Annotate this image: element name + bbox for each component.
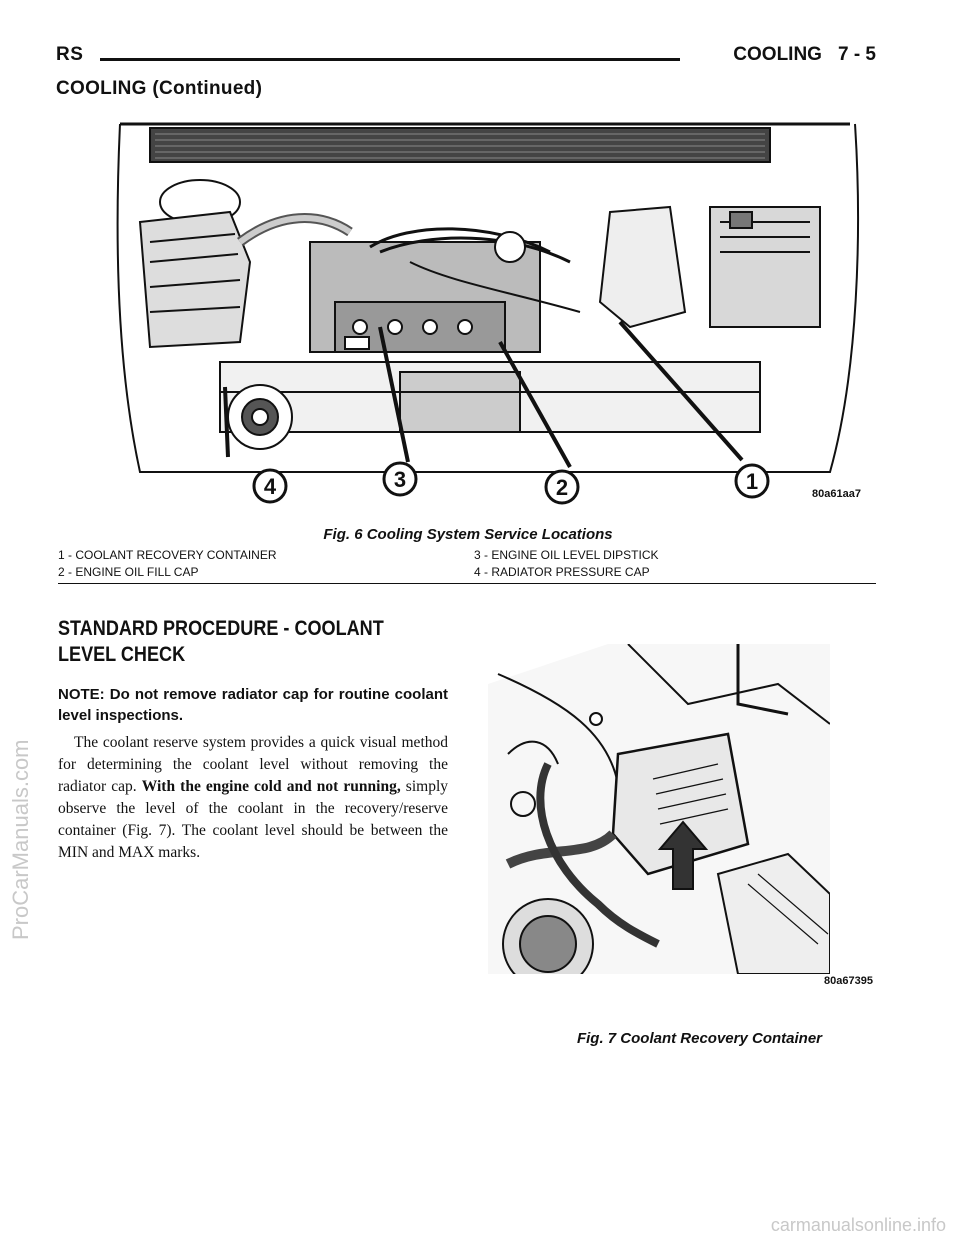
figure-7-coolant-container — [488, 644, 830, 974]
header-right — [733, 44, 876, 66]
header-section: COOLING — [733, 44, 822, 65]
body-part-1: The coolant reserve system provides a quick visual method for determining the coolant level without removing the radiator cap. — [58, 734, 448, 795]
figure-6-caption: Fig. 6 Cooling System Service Locations — [323, 526, 613, 543]
legend-item: 3 - ENGINE OIL LEVEL DIPSTICK — [474, 548, 659, 562]
continued-title: COOLING (Continued) — [56, 78, 263, 99]
body-part-2: simply observe the level of the coolant in the recovery/reserve container (Fig. 7). The coolant level should be between the MIN and MAX marks. — [58, 778, 448, 861]
callout-4: 4 — [263, 474, 277, 499]
side-watermark: ProCarManuals.com — [8, 739, 33, 940]
callout-1: 1 — [745, 469, 759, 494]
page-header — [56, 44, 876, 74]
header-model: RS — [56, 44, 84, 65]
figure-6-engine-bay — [110, 112, 870, 514]
legend-divider — [58, 583, 876, 584]
callout-2: 2 — [555, 475, 569, 500]
body-paragraph — [58, 732, 448, 864]
legend-item: 4 - RADIATOR PRESSURE CAP — [474, 565, 650, 579]
body-bold: With the engine cold and not running, — [141, 778, 401, 795]
figure-7-caption: Fig. 7 Coolant Recovery Container — [576, 1030, 822, 1047]
section-title: STANDARD PROCEDURE - COOLANT LEVEL CHECK — [58, 617, 384, 666]
note-text: NOTE: Do not remove radiator cap for routine coolant level inspections. — [58, 686, 448, 724]
legend-item: 2 - ENGINE OIL FILL CAP — [58, 565, 199, 579]
figure-6-image-code: 80a61aa7 — [812, 488, 861, 500]
legend-item: 1 - COOLANT RECOVERY CONTAINER — [58, 548, 277, 562]
header-rule — [100, 58, 680, 61]
header-page-number: 7 - 5 — [837, 44, 876, 65]
bottom-watermark: carmanualsonline.info — [770, 1215, 946, 1235]
figure-7-image-code: 80a67395 — [824, 975, 873, 987]
callout-3: 3 — [393, 467, 407, 492]
